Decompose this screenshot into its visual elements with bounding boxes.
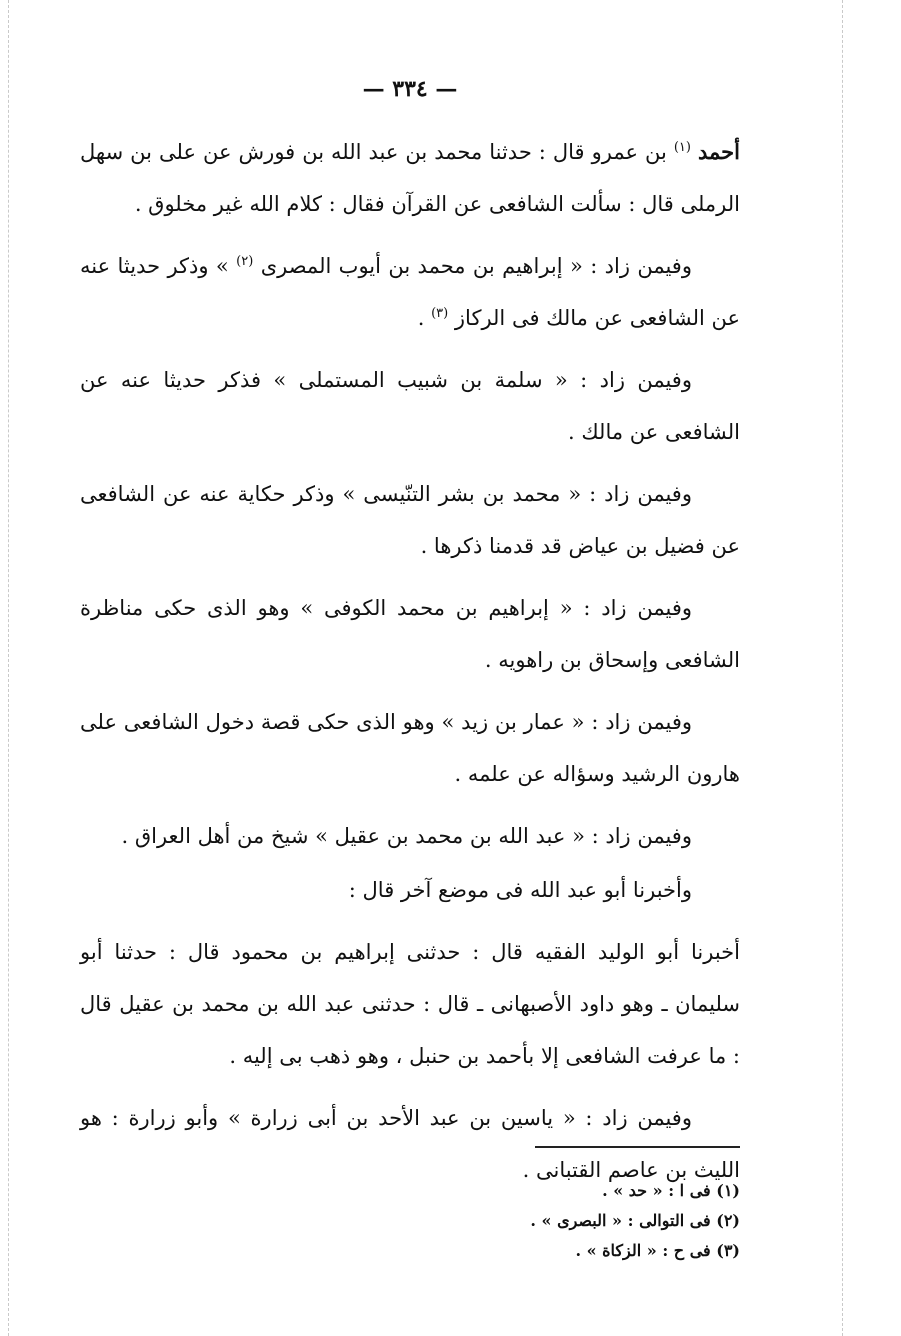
paragraph-8: وأخبرنا أبو عبد الله فى موضع آخر قال :	[348, 878, 692, 902]
paragraph-10: وفيمن زاد : « ياسين بن عبد الأحد بن أبى زرارة » وأبو زرارة : هو الليث بن عاصم القتبانى .	[80, 1106, 740, 1182]
footnote-3: (٣) فى ح : « الزكاة » .	[575, 1241, 740, 1260]
paragraph-2-text-a: وفيمن زاد : « إبراهيم بن محمد بن أيوب المصرى	[260, 254, 692, 278]
footnote-separator	[535, 1146, 740, 1148]
footnote-2: (٢) فى التوالى : « البصرى » .	[530, 1211, 740, 1230]
paragraph-4: وفيمن زاد : « محمد بن بشر التنّيسى » وذكر حكاية عنه عن الشافعى عن فضيل بن عياض قد قدمنا ذكرها .	[80, 482, 740, 558]
paragraph-2	[80, 240, 740, 344]
footnote-ref-1: (١)	[673, 140, 691, 155]
paragraph-3: وفيمن زاد : « سلمة بن شبيب المستملى » فذكر حديثا عنه عن الشافعى عن مالك .	[80, 368, 740, 444]
footnote-ref-2: (٢)	[236, 254, 254, 269]
paragraph-2-text-b: » وذكر حديثا عنه عن الشافعى عن مالك فى الركاز	[80, 254, 740, 330]
paragraph-6: وفيمن زاد : « عمار بن زيد » وهو الذى حكى قصة دخول الشافعى على هارون الرشيد وسؤاله عن علمه .	[80, 710, 740, 786]
paragraph-9: أخبرنا أبو الوليد الفقيه قال : حدثنى إبراهيم بن محمود قال : حدثنا أبو سليمان ـ وهو داود الأصبهانى ـ قال : حدثنى عبد الله بن محمد بن عقيل قال : ما عرفت الشافعى إلا بأحمد بن حنبل ، وهو ذهب بى إليه .	[80, 940, 740, 1068]
footnote-1: (١) فى ا : « حد » .	[602, 1181, 740, 1200]
paragraph-1-lead: أحمد	[698, 139, 740, 164]
page-body	[80, 126, 740, 1206]
scan-edge-right	[842, 0, 843, 1336]
footnotes	[80, 1176, 740, 1266]
footnote-ref-3: (٣)	[431, 306, 449, 321]
paragraph-5: وفيمن زاد : « إبراهيم بن محمد الكوفى » وهو الذى حكى مناظرة الشافعى وإسحاق بن راهويه .	[80, 596, 740, 672]
paragraph-1	[80, 126, 740, 230]
paragraph-2-text-c: .	[417, 306, 425, 330]
paragraph-1-text: بن عمرو قال : حدثنا محمد بن عبد الله بن فورش عن على بن سهل الرملى قال : سألت الشافعى عن القرآن فقال : كلام الله غير مخلوق .	[80, 140, 740, 216]
book-page	[80, 0, 740, 1336]
scan-edge-left	[8, 0, 9, 1336]
paragraph-7: وفيمن زاد : « عبد الله بن محمد بن عقيل » شيخ من أهل العراق .	[121, 824, 692, 848]
page-number: — ٣٣٤ —	[362, 76, 458, 102]
